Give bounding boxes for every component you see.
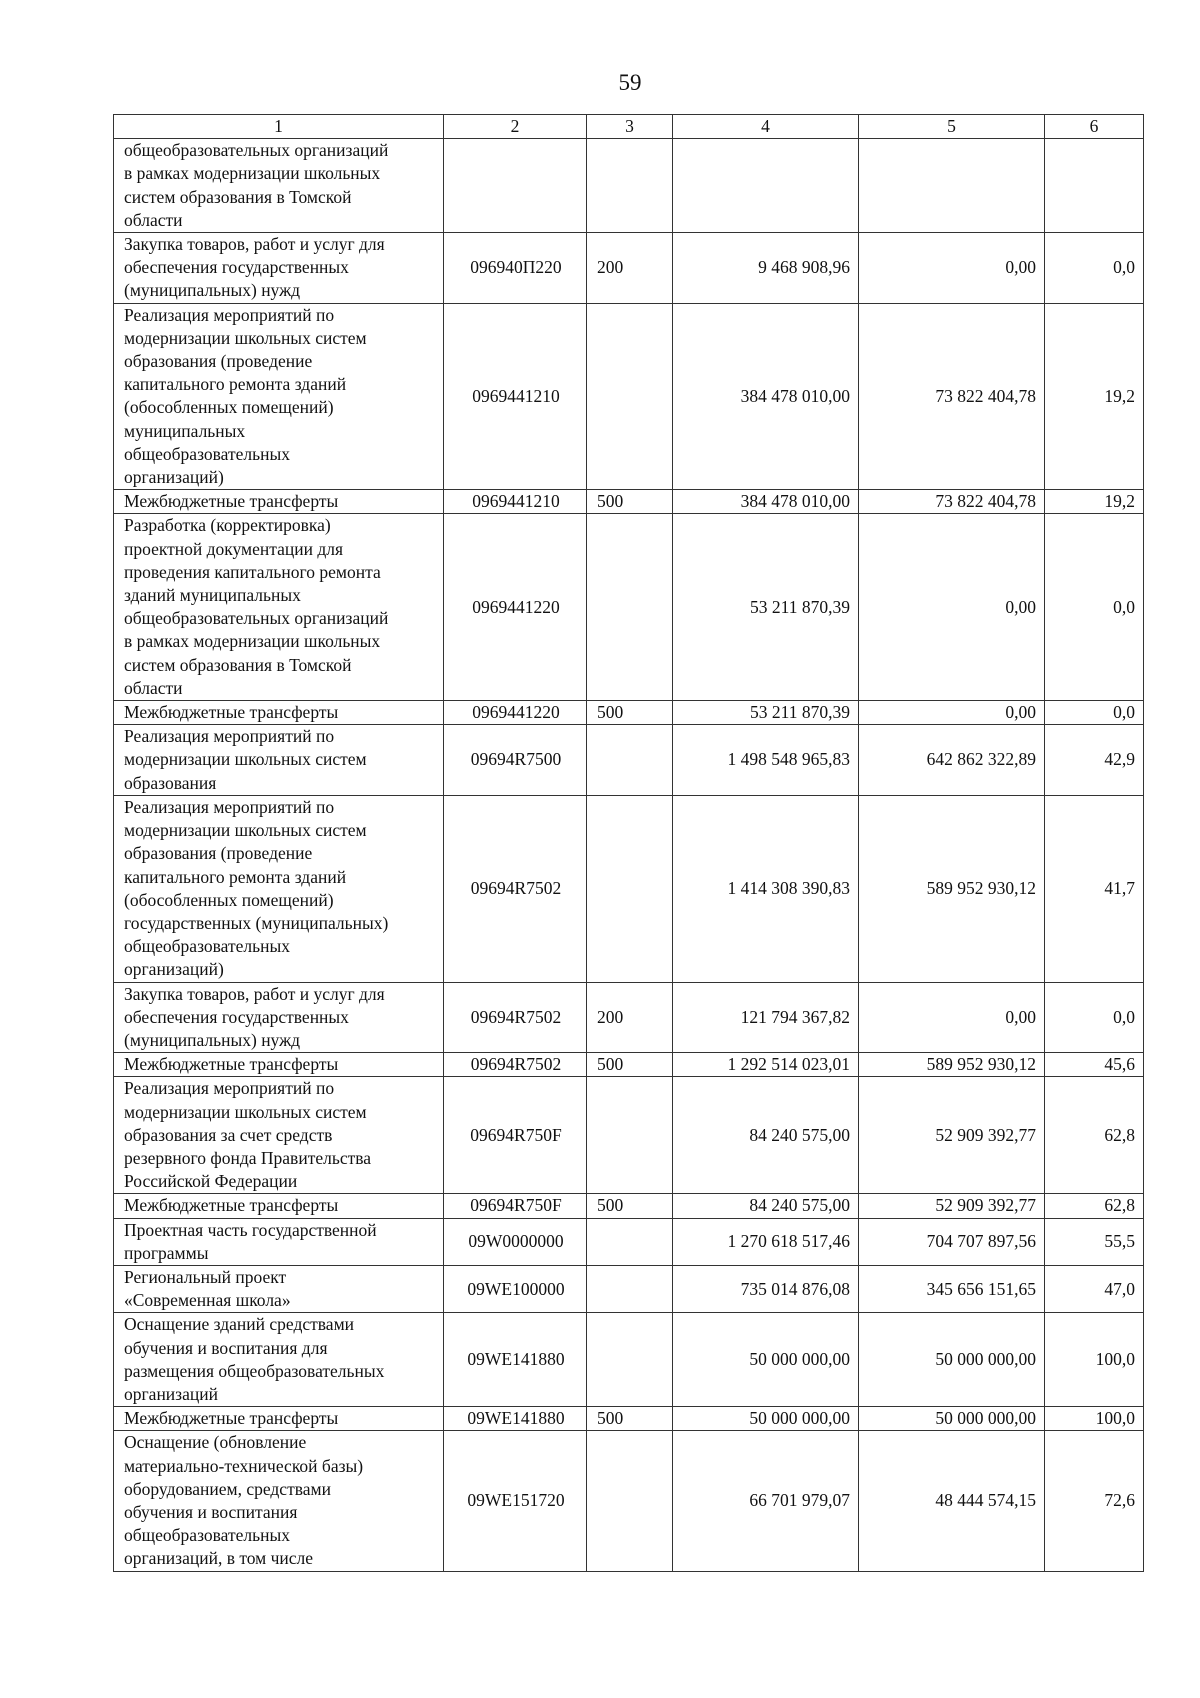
expense-type-cell — [587, 139, 673, 233]
column-header: 3 — [587, 115, 673, 139]
executed-amount-cell: 73 822 404,78 — [859, 303, 1045, 490]
planned-amount-cell: 84 240 575,00 — [673, 1194, 859, 1218]
target-code-cell: 0969441220 — [444, 701, 587, 725]
column-header: 6 — [1045, 115, 1144, 139]
planned-amount-cell: 1 414 308 390,83 — [673, 795, 859, 982]
planned-amount-cell: 384 478 010,00 — [673, 303, 859, 490]
execution-percent-cell — [1045, 139, 1144, 233]
execution-percent-cell: 42,9 — [1045, 725, 1144, 796]
target-code-cell: 09694R7502 — [444, 795, 587, 982]
executed-amount-cell: 50 000 000,00 — [859, 1407, 1045, 1431]
table-row — [114, 982, 1144, 1053]
executed-amount-cell: 52 909 392,77 — [859, 1077, 1045, 1194]
execution-percent-cell: 0,0 — [1045, 233, 1144, 304]
execution-percent-cell: 19,2 — [1045, 303, 1144, 490]
target-code-cell: 09694R7502 — [444, 982, 587, 1053]
table-row — [114, 1313, 1144, 1407]
executed-amount-cell: 48 444 574,15 — [859, 1431, 1045, 1571]
row-name-cell: Разработка (корректировка) проектной документации для проведения капитального ремонта зданий муниципальных общеобразовательных организаций в рамках модернизации школьных систем образования в Томской области — [114, 514, 444, 701]
target-code-cell: 0969441210 — [444, 303, 587, 490]
row-name-cell: Реализация мероприятий по модернизации школьных систем образования за счет средств резервного фонда Правительства Российской Федерации — [114, 1077, 444, 1194]
row-name-cell: Оснащение зданий средствами обучения и воспитания для размещения общеобразовательных организаций — [114, 1313, 444, 1407]
planned-amount-cell: 50 000 000,00 — [673, 1313, 859, 1407]
execution-percent-cell: 100,0 — [1045, 1407, 1144, 1431]
table-header-row — [114, 115, 1144, 139]
expense-type-cell: 500 — [587, 701, 673, 725]
table-body — [114, 139, 1144, 1571]
table-row — [114, 1053, 1144, 1077]
planned-amount-cell: 53 211 870,39 — [673, 701, 859, 725]
row-name-cell: общеобразовательных организаций в рамках модернизации школьных систем образования в Томской области — [114, 139, 444, 233]
table-row — [114, 139, 1144, 233]
row-name-cell: Реализация мероприятий по модернизации школьных систем образования — [114, 725, 444, 796]
planned-amount-cell: 1 498 548 965,83 — [673, 725, 859, 796]
target-code-cell: 09WE141880 — [444, 1407, 587, 1431]
column-header: 4 — [673, 115, 859, 139]
table-row — [114, 725, 1144, 796]
target-code-cell: 0969441220 — [444, 514, 587, 701]
executed-amount-cell: 52 909 392,77 — [859, 1194, 1045, 1218]
expense-type-cell: 500 — [587, 1053, 673, 1077]
executed-amount-cell: 0,00 — [859, 982, 1045, 1053]
row-name-cell: Реализация мероприятий по модернизации школьных систем образования (проведение капитального ремонта зданий (обособленных помещений) государственных (муниципальных) общеобразовательных организаций) — [114, 795, 444, 982]
execution-percent-cell: 0,0 — [1045, 982, 1144, 1053]
planned-amount-cell: 53 211 870,39 — [673, 514, 859, 701]
row-name-cell: Межбюджетные трансферты — [114, 490, 444, 514]
row-name-cell: Межбюджетные трансферты — [114, 1053, 444, 1077]
execution-percent-cell: 62,8 — [1045, 1077, 1144, 1194]
planned-amount-cell: 9 468 908,96 — [673, 233, 859, 304]
planned-amount-cell: 1 292 514 023,01 — [673, 1053, 859, 1077]
table-row — [114, 514, 1144, 701]
column-header: 5 — [859, 115, 1045, 139]
executed-amount-cell: 345 656 151,65 — [859, 1265, 1045, 1312]
expense-type-cell — [587, 725, 673, 796]
execution-percent-cell: 55,5 — [1045, 1218, 1144, 1265]
row-name-cell: Проектная часть государственной программы — [114, 1218, 444, 1265]
column-header: 2 — [444, 115, 587, 139]
execution-percent-cell: 0,0 — [1045, 701, 1144, 725]
target-code-cell: 09694R750F — [444, 1077, 587, 1194]
executed-amount-cell: 589 952 930,12 — [859, 1053, 1045, 1077]
planned-amount-cell: 66 701 979,07 — [673, 1431, 859, 1571]
row-name-cell: Межбюджетные трансферты — [114, 1194, 444, 1218]
table-row — [114, 795, 1144, 982]
column-header: 1 — [114, 115, 444, 139]
row-name-cell: Региональный проект «Современная школа» — [114, 1265, 444, 1312]
executed-amount-cell: 0,00 — [859, 514, 1045, 701]
planned-amount-cell: 384 478 010,00 — [673, 490, 859, 514]
row-name-cell: Межбюджетные трансферты — [114, 1407, 444, 1431]
expense-type-cell — [587, 1431, 673, 1571]
executed-amount-cell: 73 822 404,78 — [859, 490, 1045, 514]
execution-percent-cell: 45,6 — [1045, 1053, 1144, 1077]
expense-type-cell — [587, 1265, 673, 1312]
target-code-cell: 0969441210 — [444, 490, 587, 514]
expense-type-cell — [587, 1077, 673, 1194]
planned-amount-cell: 1 270 618 517,46 — [673, 1218, 859, 1265]
planned-amount-cell: 121 794 367,82 — [673, 982, 859, 1053]
target-code-cell: 09694R7502 — [444, 1053, 587, 1077]
row-name-cell: Оснащение (обновление материально-технической базы) оборудованием, средствами обучения и воспитания общеобразовательных организаций, в том числе — [114, 1431, 444, 1571]
planned-amount-cell: 50 000 000,00 — [673, 1407, 859, 1431]
expense-type-cell — [587, 1313, 673, 1407]
target-code-cell: 09694R7500 — [444, 725, 587, 796]
expense-type-cell — [587, 514, 673, 701]
expense-type-cell — [587, 303, 673, 490]
expense-type-cell — [587, 1218, 673, 1265]
target-code-cell: 09WE141880 — [444, 1313, 587, 1407]
table-row — [114, 701, 1144, 725]
row-name-cell: Межбюджетные трансферты — [114, 701, 444, 725]
table-row — [114, 1431, 1144, 1571]
expense-type-cell: 500 — [587, 1194, 673, 1218]
table-row — [114, 233, 1144, 304]
target-code-cell: 09694R750F — [444, 1194, 587, 1218]
row-name-cell: Закупка товаров, работ и услуг для обеспечения государственных (муниципальных) нужд — [114, 233, 444, 304]
execution-percent-cell: 0,0 — [1045, 514, 1144, 701]
planned-amount-cell — [673, 139, 859, 233]
executed-amount-cell: 0,00 — [859, 233, 1045, 304]
expense-type-cell: 200 — [587, 233, 673, 304]
budget-table — [113, 114, 1144, 1572]
target-code-cell: 096940П220 — [444, 233, 587, 304]
executed-amount-cell: 642 862 322,89 — [859, 725, 1045, 796]
target-code-cell: 09W0000000 — [444, 1218, 587, 1265]
executed-amount-cell: 50 000 000,00 — [859, 1313, 1045, 1407]
table-row — [114, 1407, 1144, 1431]
table-row — [114, 1265, 1144, 1312]
executed-amount-cell: 589 952 930,12 — [859, 795, 1045, 982]
table-row — [114, 490, 1144, 514]
execution-percent-cell: 62,8 — [1045, 1194, 1144, 1218]
expense-type-cell: 500 — [587, 1407, 673, 1431]
page-number: 59 — [618, 70, 642, 95]
execution-percent-cell: 41,7 — [1045, 795, 1144, 982]
execution-percent-cell: 72,6 — [1045, 1431, 1144, 1571]
execution-percent-cell: 19,2 — [1045, 490, 1144, 514]
target-code-cell — [444, 139, 587, 233]
planned-amount-cell: 735 014 876,08 — [673, 1265, 859, 1312]
executed-amount-cell — [859, 139, 1045, 233]
row-name-cell: Реализация мероприятий по модернизации школьных систем образования (проведение капитального ремонта зданий (обособленных помещений) муниципальных общеобразовательных организаций) — [114, 303, 444, 490]
executed-amount-cell: 0,00 — [859, 701, 1045, 725]
expense-type-cell: 200 — [587, 982, 673, 1053]
table-row — [114, 1218, 1144, 1265]
table-row — [114, 303, 1144, 490]
target-code-cell: 09WE151720 — [444, 1431, 587, 1571]
expense-type-cell — [587, 795, 673, 982]
execution-percent-cell: 47,0 — [1045, 1265, 1144, 1312]
execution-percent-cell: 100,0 — [1045, 1313, 1144, 1407]
row-name-cell: Закупка товаров, работ и услуг для обеспечения государственных (муниципальных) нужд — [114, 982, 444, 1053]
executed-amount-cell: 704 707 897,56 — [859, 1218, 1045, 1265]
planned-amount-cell: 84 240 575,00 — [673, 1077, 859, 1194]
target-code-cell: 09WE100000 — [444, 1265, 587, 1312]
table-row — [114, 1077, 1144, 1194]
table-row — [114, 1194, 1144, 1218]
expense-type-cell: 500 — [587, 490, 673, 514]
